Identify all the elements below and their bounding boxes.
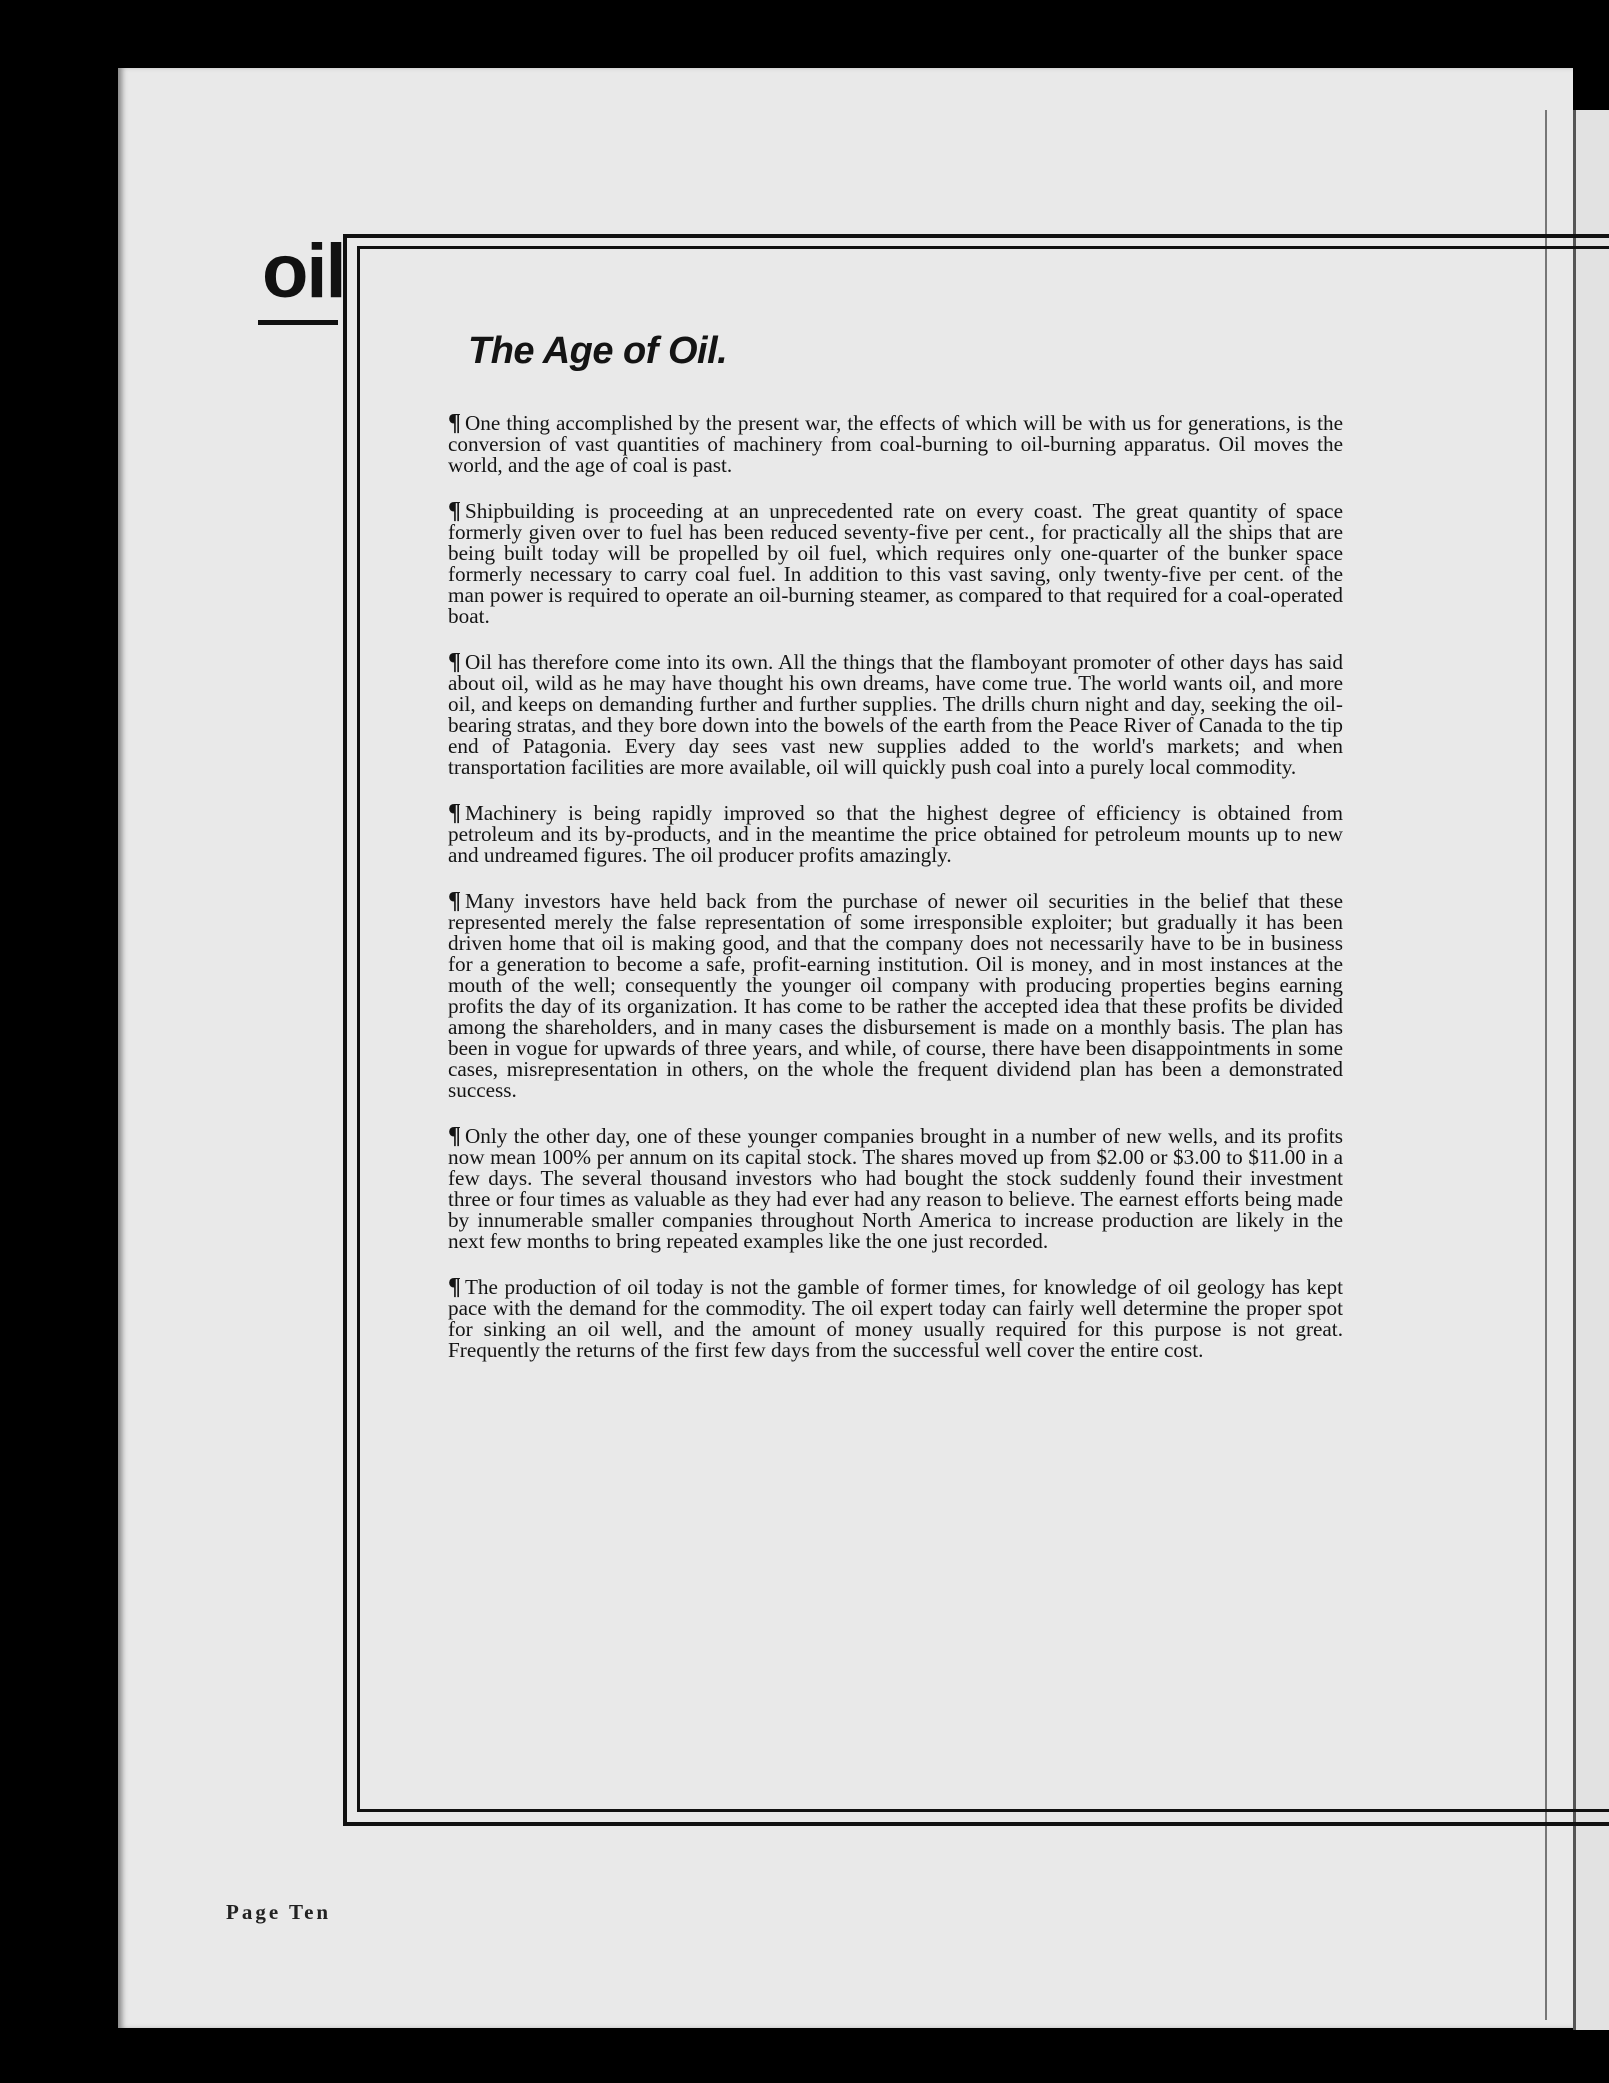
- pilcrow-icon: ¶: [448, 1123, 461, 1149]
- paragraph-text: Many investors have held back from the purchase of newer oil securities in the belief that these represented merely the false representation of some irresponsible exploiter; but gradually it has been driven home that oil is making good, and that the company does not necessarily have to be in business for a generation to become a safe, profit-earning institution. Oil is money, and in most instances at the mouth of the well; consequently the younger oil company with producing properties begins earning profits the day of its organization. It has come to be rather the accepted idea that these profits be divided among the shareholders, and in many cases the disbursement is made on a monthly basis. The plan has been in vogue for upwards of three years, and while, of course, there have been disappointments in some cases, misrepresentation in others, on the whole the frequent dividend plan has been a demonstrated success.: [448, 889, 1343, 1102]
- article: [448, 330, 1343, 1386]
- paragraph: [448, 1123, 1343, 1253]
- pilcrow-icon: ¶: [448, 649, 461, 675]
- page-number: Page Ten: [226, 1900, 332, 1924]
- paragraph: [448, 498, 1343, 628]
- article-title: The Age of Oil.: [468, 330, 728, 372]
- paragraph: [448, 649, 1343, 779]
- paragraph-text: One thing accomplished by the present war, the effects of which will be with us for generations, is the conversion of vast quantities of machinery from coal-burning to oil-burning apparatus. Oil moves the world, and the age of coal is past.: [448, 411, 1343, 477]
- paragraph: [448, 1274, 1343, 1362]
- paragraph-text: Only the other day, one of these younger companies brought in a number of new wells, and its profits now mean 100% per annum on its capital stock. The shares moved up from $2.00 or $3.00 to $11.00 in a few days. The several thousand investors who had bought the stock suddenly found their investment three or four times as valuable as they had ever had any reason to believe. The earnest efforts being made by innumerable smaller companies throughout North America to increase production are likely in the next few months to bring repeated examples like the one just recorded.: [448, 1124, 1343, 1253]
- section-heading: oil: [262, 229, 345, 314]
- paragraph-text: Oil has therefore come into its own. All the things that the flamboyant promoter of other days has said about oil, wild as he may have thought his own dreams, have come true. The world wants oil, and more oil, and keeps on demanding further and further supplies. The drills churn night and day, seeking the oil-bearing stratas, and they bore down into the bowels of the earth from the Peace River of Canada to the tip end of Patagonia. Every day sees vast new supplies added to the world's markets; and when transportation facilities are more available, oil will quickly push coal into a purely local commodity.: [448, 650, 1343, 779]
- paragraph: [448, 888, 1343, 1102]
- pilcrow-icon: ¶: [448, 800, 461, 826]
- pilcrow-icon: ¶: [448, 1274, 461, 1300]
- pilcrow-icon: ¶: [448, 888, 461, 914]
- pilcrow-icon: ¶: [448, 498, 461, 524]
- paragraph-text: Machinery is being rapidly improved so that the highest degree of efficiency is obtained from petroleum and its by-products, and in the meantime the price obtained for petroleum mounts up to new and undreamed figures. The oil producer profits amazingly.: [448, 801, 1343, 867]
- paragraph: [448, 800, 1343, 867]
- paragraph: [448, 410, 1343, 477]
- paragraph-text: The production of oil today is not the gamble of former times, for knowledge of oil geology has kept pace with the demand for the commodity. The oil expert today can fairly well determine the proper spot for sinking an oil well, and the amount of money usually required for this purpose is not great. Frequently the returns of the first few days from the successful well cover the entire cost.: [448, 1275, 1343, 1362]
- pilcrow-icon: ¶: [448, 410, 461, 436]
- paragraph-text: Shipbuilding is proceeding at an unprecedented rate on every coast. The great quantity of space formerly given over to fuel has been reduced seventy-five per cent., for practically all the ships that are being built today will be propelled by oil fuel, which requires only one-quarter of the bunker space formerly necessary to carry coal fuel. In addition to this vast saving, only twenty-five per cent. of the man power is required to operate an oil-burning steamer, as compared to that required for a coal-operated boat.: [448, 499, 1343, 628]
- section-underline: [258, 320, 338, 325]
